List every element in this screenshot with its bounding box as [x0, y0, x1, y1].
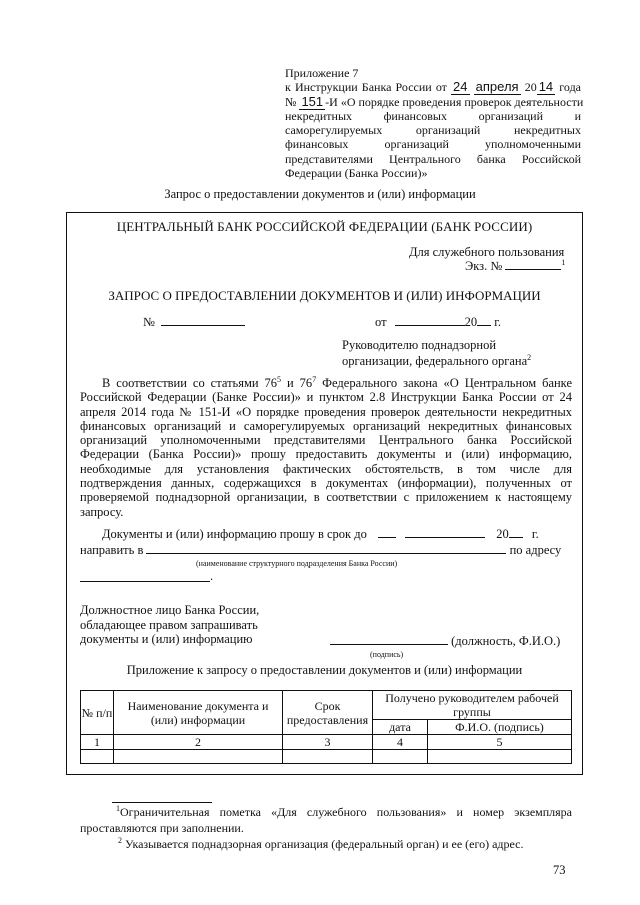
request-date: от 20 г. [375, 315, 502, 329]
handwritten-day: 24 [453, 79, 468, 95]
appendix-line: некредитных финансовых организаций и [285, 108, 581, 123]
footnote-divider [112, 802, 212, 803]
col-header-term: Срок предоставления [283, 691, 373, 735]
address-blank[interactable] [80, 569, 210, 582]
col-header-fio: Ф.И.О. (подпись) [428, 720, 572, 735]
appendix-line: финансовых организаций уполномоченными [285, 137, 581, 152]
appendix-line: саморегулируемых организаций некредитных [285, 123, 581, 138]
handwritten-month: апреля [475, 79, 519, 95]
request-number: № [143, 315, 245, 330]
signature-line: (должность, Ф.И.О.) [330, 634, 560, 649]
department-caption: (наименование структурного подразделения Банка России) [196, 559, 398, 568]
addressee: Руководителю поднадзорной организации, федерального органа$^2$ [342, 338, 532, 368]
deadline-day-blank[interactable] [378, 537, 396, 538]
copy-number: Экз. № $^1$ [465, 257, 566, 273]
col-header-num: № п/п [81, 691, 114, 735]
service-use-mark: Для служебного пользования [409, 245, 565, 259]
page-number: 73 [553, 863, 566, 877]
request-body: В соответствии со статьями $76^5$ и $76^7$ Федерального закона «О Центральном банке Российской Федерации (Банке России)» и пунктом 2.8 Инструкции Банка России от 24 апреля 2014 года № 151-И «О порядке проведения проверок деятельности некредитных финансовых организаций и саморегулируемых организаций некредитных финансовых организаций уполномоченными представителями Центрального банка Российской Федерации (Банка России)» прошу предоставить документы и (или) информацию, необходимые для установления фактических обстоятельств, в том числе для подтверждения данных, содержащихся в документах (информации), полученных от проверяемой поднадзорной организации, в соответствии с приложением к настоящему запросу. [80, 374, 572, 519]
signature-caption: (подпись) [370, 650, 404, 659]
official-block: Должностное лицо Банка России, обладающее правом запрашивать документы и (или) информацию [80, 603, 260, 646]
appendix-line: Приложение 7 [285, 66, 359, 80]
col-header-received: Получено руководителем рабочей группы [373, 691, 572, 720]
signature-blank[interactable] [330, 644, 448, 645]
bank-name: ЦЕНТРАЛЬНЫЙ БАНК РОССИЙСКОЙ ФЕДЕРАЦИИ (БАНК РОССИИ) [116, 219, 533, 234]
request-number-blank[interactable] [161, 325, 245, 326]
col-header-name: Наименование документа и (или) информации [114, 691, 283, 735]
deadline-year-blank[interactable] [509, 537, 523, 538]
appendix-line: Федерации (Банка России)» [285, 166, 428, 181]
table-row: 1 2 3 4 5 [81, 735, 572, 750]
annex-table [80, 690, 572, 764]
deadline-month-blank[interactable] [405, 537, 485, 538]
appendix-line: представителями Центрального банка Российской [285, 151, 581, 166]
date-blank[interactable] [395, 325, 465, 326]
document-caption: Запрос о предоставлении документов и (или) информации [164, 187, 476, 201]
year-blank[interactable] [477, 325, 491, 326]
handwritten-year: 14 [538, 79, 554, 95]
appendix-line: № 151 -И «О порядке проведения проверок деятельности [285, 93, 584, 109]
address-end: . [210, 569, 214, 583]
request-title: ЗАПРОС О ПРЕДОСТАВЛЕНИИ ДОКУМЕНТОВ И (ИЛИ) ИНФОРМАЦИИ [108, 288, 541, 303]
footnote-1: $^1$Ограничительная пометка «Для служебного пользования» и номер экземпляра проставляются при заполнении. [80, 804, 572, 835]
table-row [81, 750, 572, 764]
appendix-header [285, 66, 584, 181]
copy-number-blank[interactable] [505, 269, 561, 270]
appendix-line: к Инструкции Банка России от 24 апреля 20 14 года [285, 79, 582, 95]
footnote-2: $^2$ Указывается поднадзорная организация (федеральный орган) и ее (его) адрес. [118, 836, 524, 851]
col-header-date: дата [373, 720, 428, 735]
handwritten-number: 151 [301, 93, 324, 109]
deadline-line: Документы и (или) информацию прошу в срок до 20 г. [102, 527, 539, 541]
send-to-line: направить в по адресу [80, 543, 562, 557]
department-blank[interactable] [146, 553, 506, 554]
annex-title: Приложение к запросу о предоставлении документов и (или) информации [126, 663, 523, 677]
